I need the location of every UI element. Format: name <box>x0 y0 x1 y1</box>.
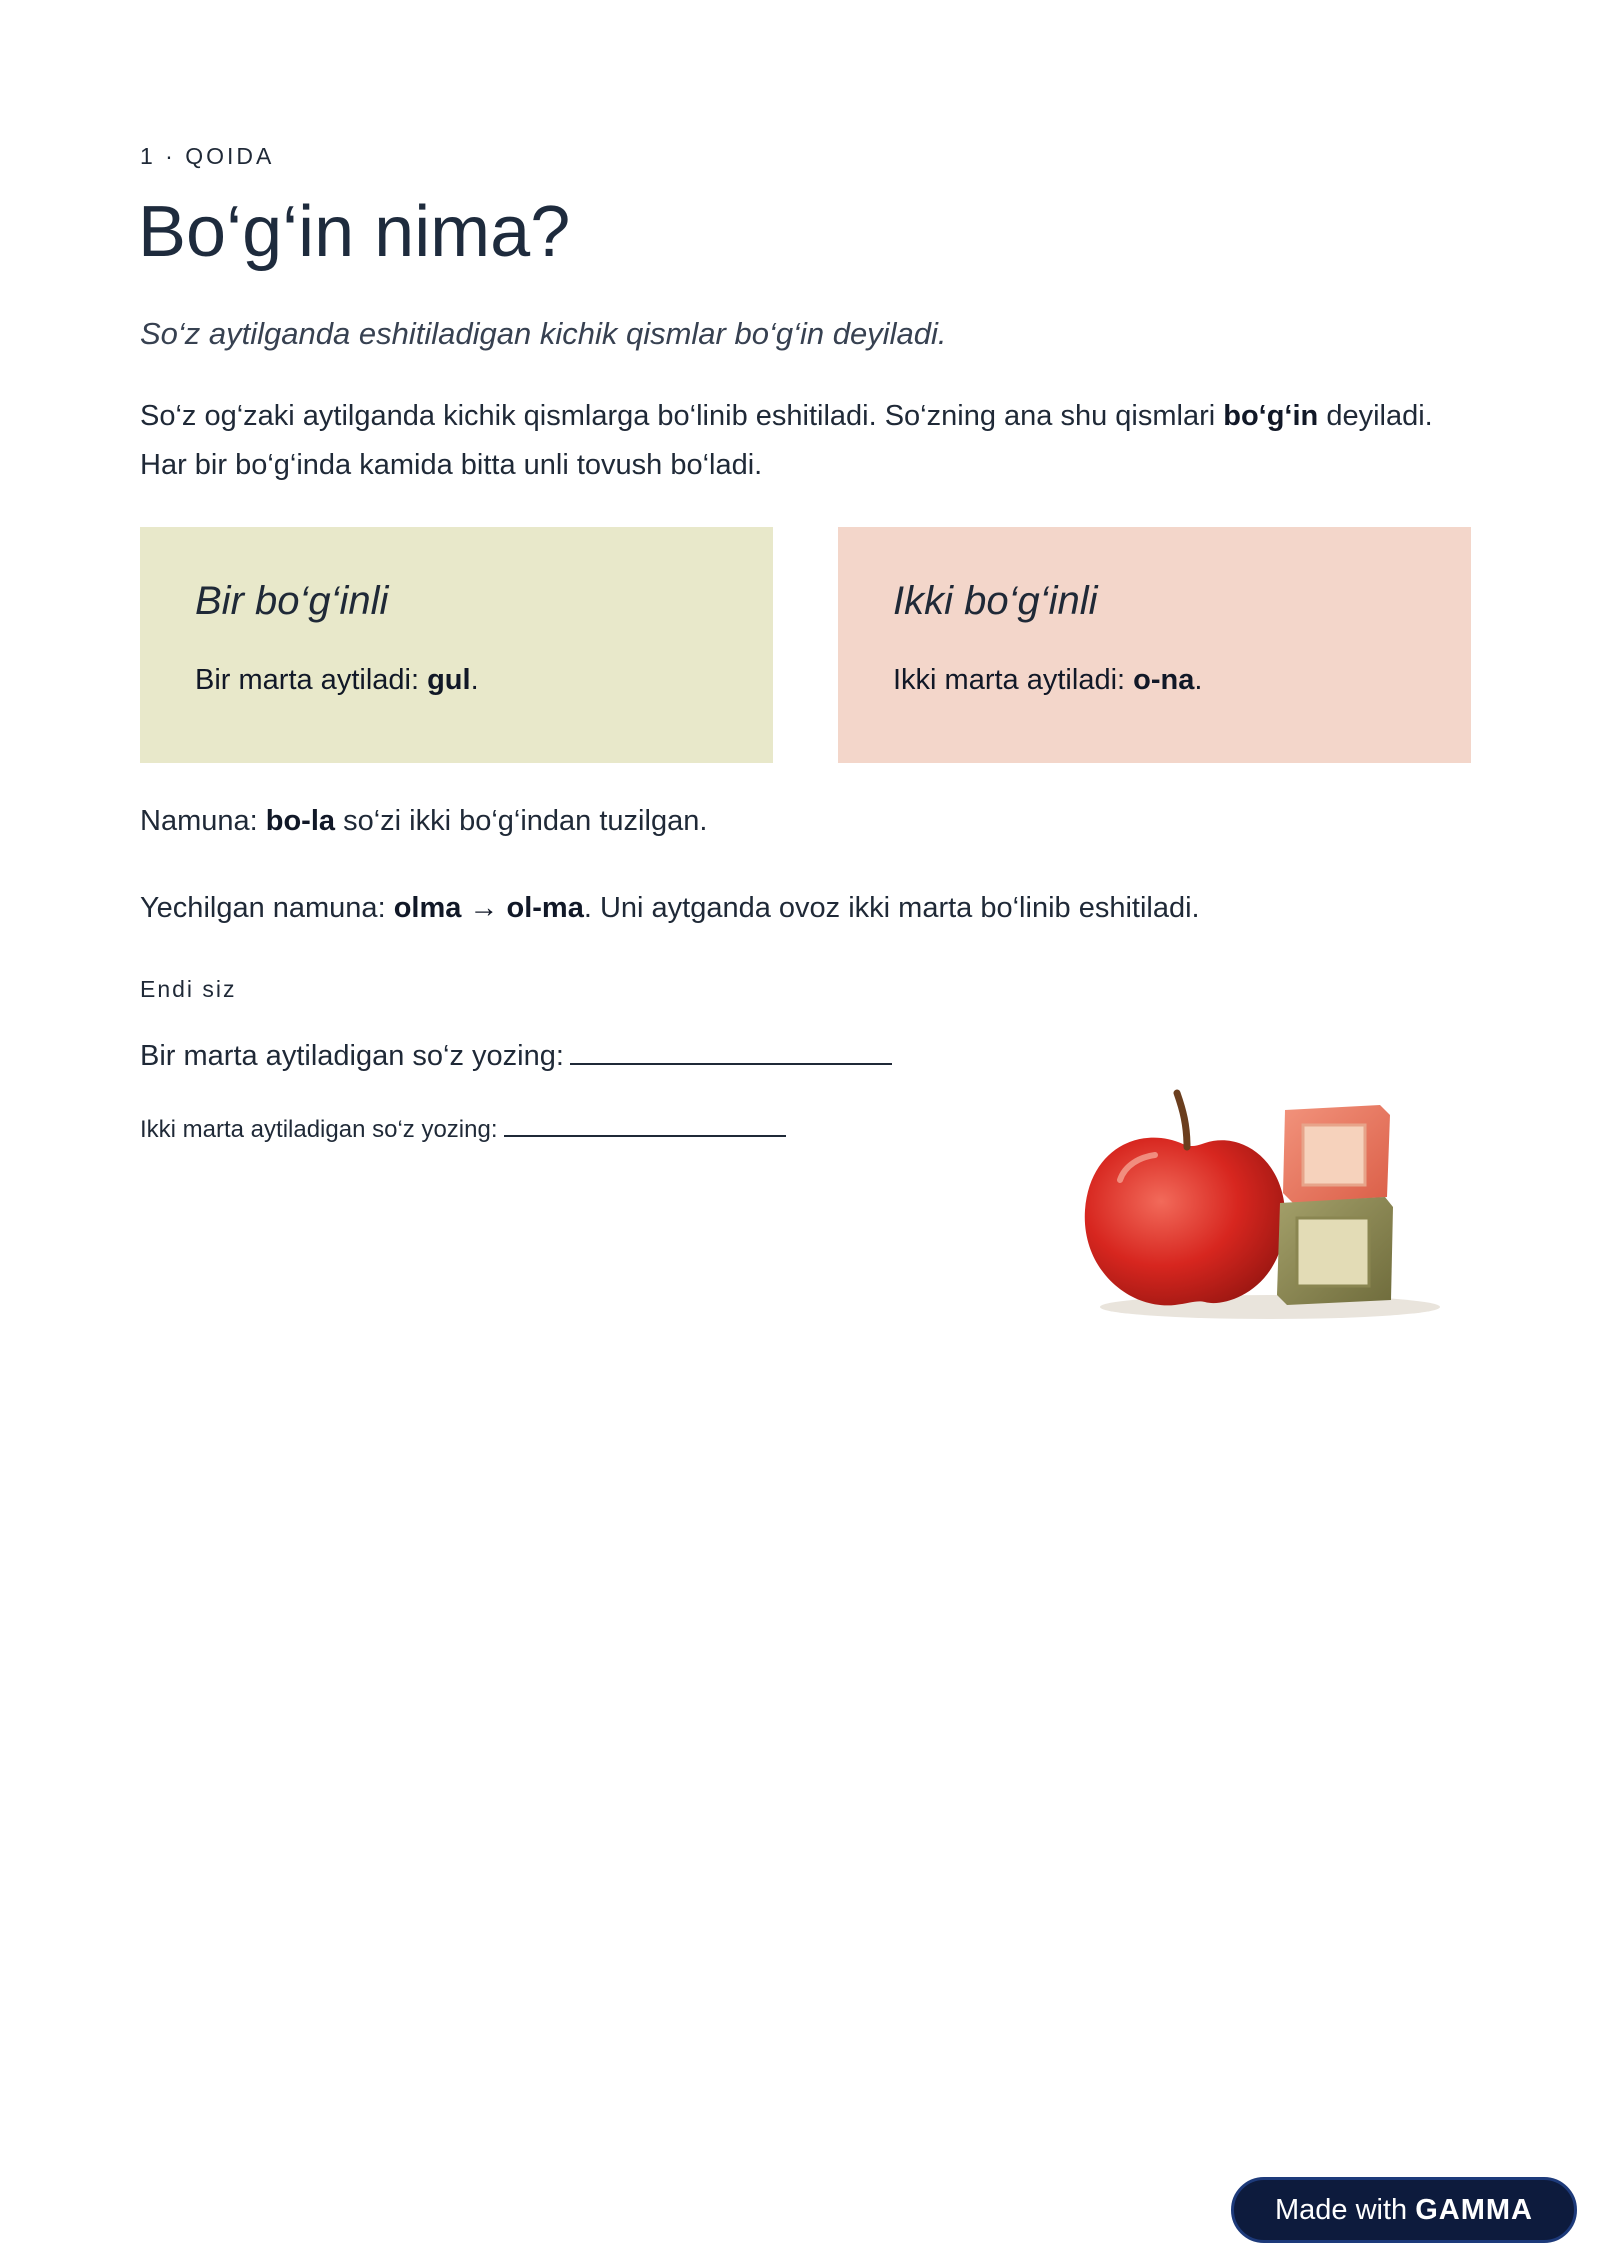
lead-text: So‘z aytilganda eshitiladigan kichik qismlar bo‘g‘in deyiladi. <box>140 316 947 351</box>
apple-and-blocks-illustration <box>1075 1085 1445 1325</box>
card-two-syllable <box>838 527 1471 763</box>
card-example-word: o-na <box>1133 664 1195 696</box>
body-text-part-1: So‘z og‘zaki aytilganda kichik qismlarga bo‘linib eshitiladi. So‘zning ana shu qismlari <box>140 400 1224 432</box>
card-text-label: Bir marta aytiladi: <box>195 664 428 696</box>
apple-icon <box>1085 1093 1285 1305</box>
question-2-label: Ikki marta aytiladigan so‘z yozing: <box>140 1116 498 1143</box>
card-text-end: . <box>1194 664 1203 696</box>
badge-prefix: Made with <box>1275 2194 1416 2226</box>
solved-word: olma → ol-ma <box>393 892 584 924</box>
bottom-block-icon <box>1277 1197 1393 1305</box>
section-eyebrow: 1 · QOIDA <box>140 143 275 169</box>
gamma-logo: GAMMA <box>1415 2194 1533 2226</box>
example-text: so‘zi ikki bo‘g‘indan tuzilgan. <box>335 805 708 837</box>
solved-label: Yechilgan namuna: <box>140 892 394 924</box>
example-line <box>140 805 707 838</box>
example-word: bo-la <box>265 805 336 837</box>
solved-text: . Uni aytganda ovoz ikki marta bo‘linib eshitiladi. <box>583 892 1200 924</box>
body-text-bold: bo‘g‘in <box>1223 400 1319 432</box>
card-text-end: . <box>470 664 479 696</box>
made-with-gamma-badge[interactable] <box>1231 2177 1577 2243</box>
card-example-word: gul <box>427 664 471 696</box>
practice-question-2 <box>140 1113 786 1144</box>
card-one-syllable <box>140 527 773 763</box>
answer-blank-1[interactable] <box>570 1041 892 1065</box>
page-title: Bo‘g‘in nima? <box>138 192 571 272</box>
practice-question-1 <box>140 1040 892 1073</box>
card-title: Ikki bo‘g‘inli <box>893 579 1098 623</box>
card-text-label: Ikki marta aytiladi: <box>893 664 1134 696</box>
example-label: Namuna: <box>140 805 266 837</box>
body-paragraph <box>140 392 1480 490</box>
card-title: Bir bo‘g‘inli <box>195 579 389 623</box>
question-1-label: Bir marta aytiladigan so‘z yozing: <box>140 1040 564 1072</box>
top-block-icon <box>1283 1105 1390 1203</box>
card-text <box>195 664 718 697</box>
card-text <box>893 664 1416 697</box>
solved-example-line <box>140 892 1200 925</box>
body-text-part-2: deyiladi. Har bir bo‘g‘inda kamida bitta unli tovush bo‘ladi. <box>140 400 1433 481</box>
practice-heading: Endi siz <box>140 976 237 1002</box>
answer-blank-2[interactable] <box>504 1113 786 1137</box>
